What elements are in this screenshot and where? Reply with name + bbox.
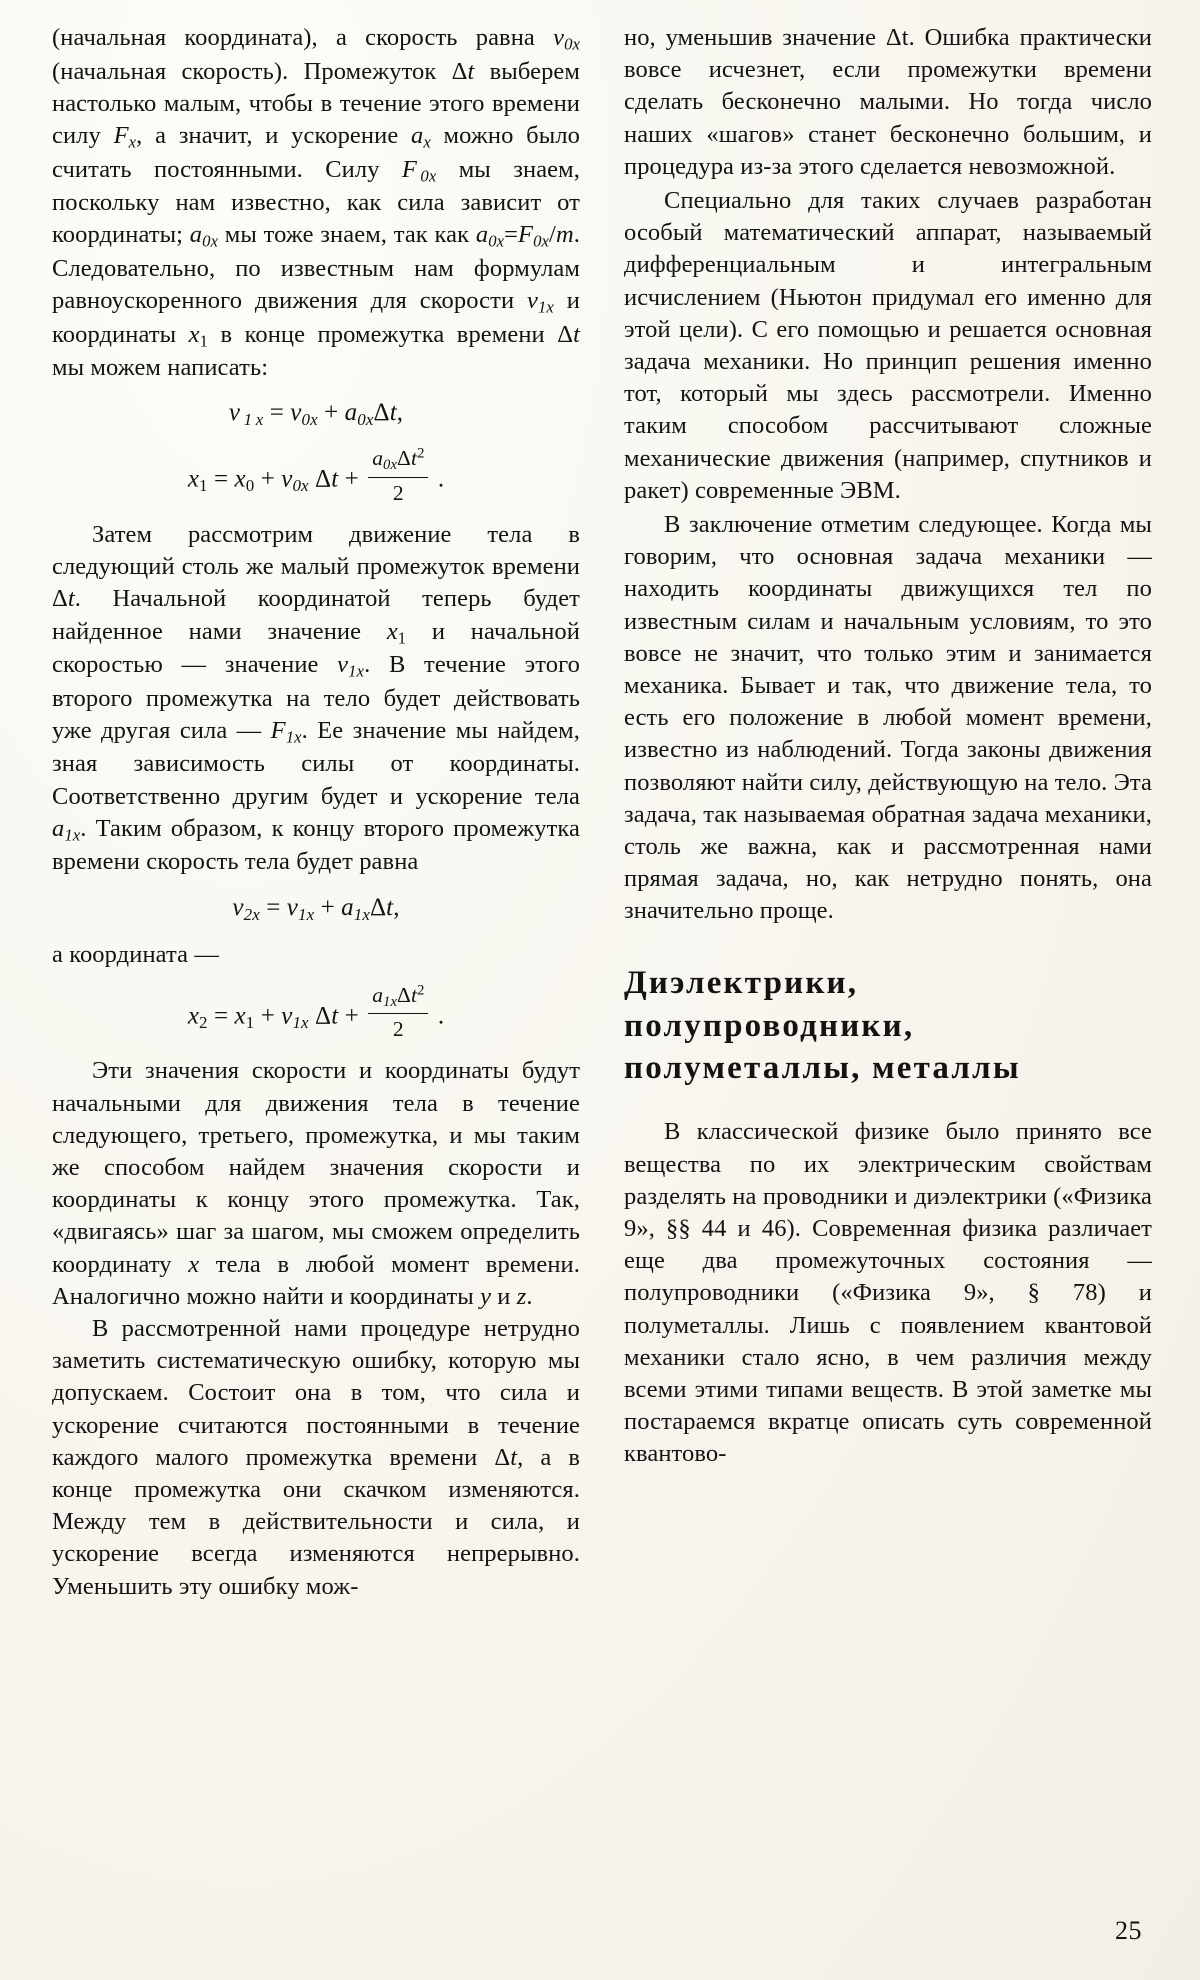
right-column (624, 22, 1152, 1882)
paragraph: В заключение отметим следующее. Когда мы говорим, что основная задача механики — находить координаты движущихся тел по известным силам и начальным условиям, то это вовсе не значит, что только этим и занимается механика. Бывает и так, что движение тела, то есть его положение в любой момент времени, известно из наблюдений. Тогда законы движения позволяют найти силу, действующую на тело. Эта задача, так называемая обратная задача механики, столь же важна, как и рассмотренная нами прямая задача, но, как нетрудно понять, она значительно проще. (624, 511, 1152, 925)
paragraph: (начальная координата), а скорость равна $v_{0x}$ (начальная скорость). Промежуток Δt выберем настолько малым, чтобы в течение этого времени силу $F_x$, а значит, и ускорение $a_x$ можно было считать постоянными. Силу F $_{0x}$ мы знаем, поскольку нам известно, как сила зависит от координаты; $a_{0x}$ мы тоже знаем, так как $a_{0x}=F_{0x}/m$. Следовательно, по известным нам формулам равноускоренного движения для скорости $v_{1x}$ и координаты x1 в конце промежутка времени Δt мы можем написать: (52, 24, 580, 382)
equation-v1x: v $_{1 x} = v_{0x} + a_{0x}\Delta t$, (228, 399, 404, 430)
equation-v2x: $v_{2x} = v_{1x} + a_{1x}\Delta t$, (232, 893, 400, 924)
paragraph: Специально для таких случаев разработан особый математический аппарат, называемый дифференциальным и интегральным исчислением (Ньютон придумал его именно для этой цели). С его помощью и решается основная задача механики. Но принцип решения именно тот, который мы здесь рассмотрели. Именно таким способом рассчитывают сложные механические движения (например, спутников и ракет) современные ЭВМ. (624, 187, 1152, 504)
page-number: 25 (1115, 1916, 1142, 1945)
paragraph: Эти значения скорости и координаты будут начальными для движения тела в течение следующего, третьего, промежутка, и мы таким же способом найдем значения скорости и координаты к концу этого промежутка. Так, «двигаясь» шаг за шагом, мы сможем определить координату x тела в любой момент времени. Аналогично можно найти и координаты y и z. (52, 1057, 580, 1310)
paragraph: В классической физике было принято все вещества по их электрическим свойствам разделять на проводники и диэлектрики («Физика 9», §§ 44 и 46). Современная физика различает еще два промежуточных состояния — полупроводники («Физика 9», § 78) и полуметаллы. Лишь с появлением квантовой механики стало ясно, в чем различия между всеми этими типами веществ. В этой заметке мы постараемся вкратце описать суть современной квантово- (624, 1118, 1152, 1468)
paragraph: но, уменьшив значение Δt. Ошибка практически вовсе исчезнет, если промежутки времени сделать бесконечно малыми. Но тогда число наших «шагов» станет бесконечно большим, и процедура из-за этого сделается невозможной. (624, 24, 1152, 180)
left-column (52, 22, 580, 1882)
paragraph: а координата — (52, 940, 219, 968)
paragraph: Затем рассмотрим движение тела в следующий столь же малый промежуток времени Δt. Начальной координатой теперь будет найденное нами значение x1 и начальной скоростью — значение $v_{1x}$. В течение этого второго промежутка на тело будет действовать уже другая сила — $F_{1x}$. Ее значение мы найдем, зная зависимость силы от координаты. Соответственно другим будет и ускорение тела $a_{1x}$. Таким образом, к концу второго промежутка времени скорость тела будет равна (52, 520, 580, 876)
section-title: Диэлектрики, полупроводники, полуметаллы, металлы (624, 964, 1021, 1087)
text-columns (52, 22, 1152, 1882)
paragraph: В рассмотренной нами процедуре нетрудно заметить систематическую ошибку, которую мы допускаем. Состоит она в том, что сила и ускорение считаются постоянными в течение каждого малого промежутка времени Δt, а в конце промежутка они скачком изменяются. Между тем в действительности и сила, и ускорение всегда изменяются непрерывно. Уменьшить эту ошибку мож- (52, 1315, 580, 1600)
equation-x1: $x1 = x0 + v_{0x}$ Δt + $\frac{a_{0x}\Delta t^2}{2}$ . (187, 445, 445, 505)
equation-x2: $x2 = x1 + v_{1x}$ Δt + $\frac{a_{1x}\Delta t^2}{2}$ . (187, 982, 445, 1042)
